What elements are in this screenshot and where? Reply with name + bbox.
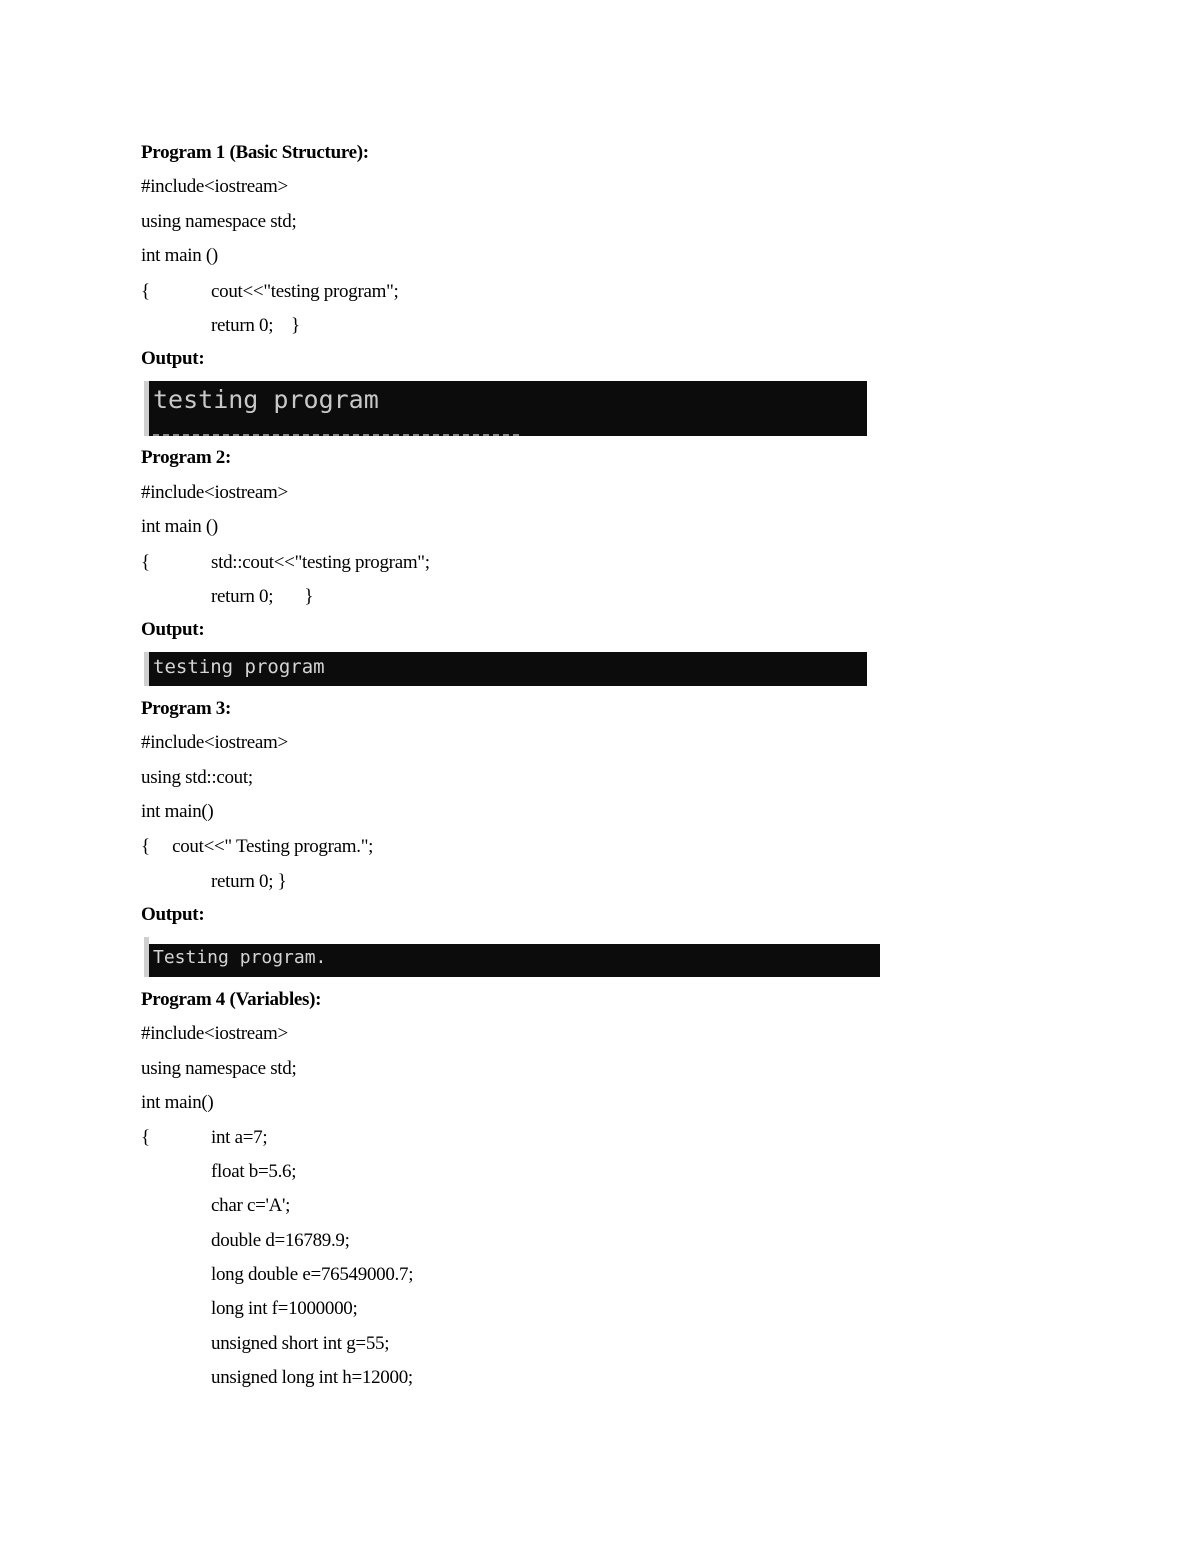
code-line: std::cout<<"testing program"; (211, 552, 430, 573)
code-brace: { (141, 1127, 150, 1148)
code-line: char c='A'; (211, 1195, 291, 1216)
code-line: long int f=1000000; (211, 1298, 358, 1319)
program2-heading: Program 2: (141, 447, 232, 468)
code-line: long double e=76549000.7; (211, 1264, 414, 1285)
console-text: testing program (153, 656, 325, 678)
program3-heading: Program 3: (141, 698, 232, 719)
code-line: using namespace std; (141, 211, 297, 232)
output-label: Output: (141, 904, 205, 925)
code-line: using std::cout; (141, 767, 253, 788)
code-line: unsigned long int h=12000; (211, 1367, 413, 1388)
code-line: return 0; } (211, 871, 287, 892)
output-label: Output: (141, 348, 205, 369)
code-line: int main () (141, 516, 218, 537)
code-line: cout<<"testing program"; (211, 281, 399, 302)
console-text: testing program (153, 385, 379, 414)
code-line: #include<iostream> (141, 732, 288, 753)
code-line: #include<iostream> (141, 1023, 288, 1044)
program1-heading: Program 1 (Basic Structure): (141, 142, 369, 163)
code-line: #include<iostream> (141, 176, 288, 197)
code-line: int main() (141, 1092, 214, 1113)
console-output (144, 652, 867, 686)
code-brace: { (141, 552, 150, 573)
code-line: int main () (141, 245, 218, 266)
console-top-gap (149, 937, 880, 944)
code-line: return 0; } (211, 315, 300, 336)
code-line: int a=7; (211, 1127, 268, 1148)
code-line: { cout<<" Testing program."; (141, 836, 374, 857)
console-edge (144, 381, 149, 436)
console-dashes (153, 434, 523, 436)
code-line: unsigned short int g=55; (211, 1333, 390, 1354)
console-edge (144, 652, 149, 686)
code-line: float b=5.6; (211, 1161, 297, 1182)
code-line: using namespace std; (141, 1058, 297, 1079)
console-text: Testing program. (153, 947, 327, 968)
output-label: Output: (141, 619, 205, 640)
console-output (144, 381, 867, 436)
code-line: int main() (141, 801, 214, 822)
code-brace: { (141, 281, 150, 302)
code-line: #include<iostream> (141, 482, 288, 503)
program4-heading: Program 4 (Variables): (141, 989, 322, 1010)
code-line: double d=16789.9; (211, 1230, 350, 1251)
code-line: return 0; } (211, 586, 314, 607)
console-output (144, 937, 880, 977)
